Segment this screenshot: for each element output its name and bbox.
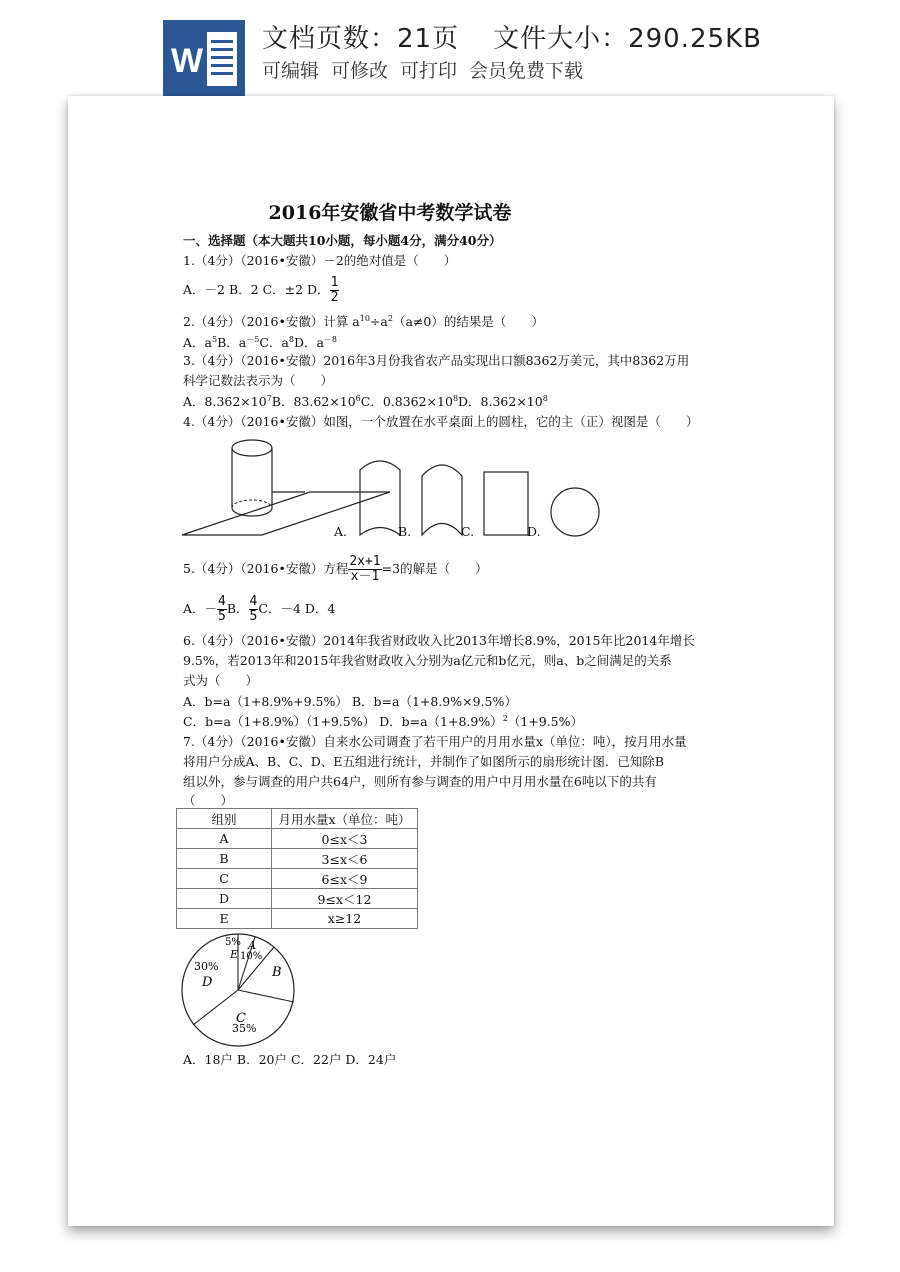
question-3-line1: 3.（4分）（2016•安徽）2016年3月份我省农产品实现出口额8362万美元，其中8362万用: [183, 353, 690, 368]
page-count: 文档页数：21页: [262, 24, 460, 54]
question-7-line1: 7.（4分）（2016•安徽）自来水公司调查了若干用户的月用水量x（单位：吨），按月用水量: [183, 734, 687, 749]
question-6-line3: 式为（ ）: [183, 673, 259, 688]
pie-label-d: D: [202, 975, 213, 990]
question-6-line1: 6.（4分）（2016•安徽）2014年我省财政收入比2013年增长8.9%，2015年比2014年增长: [183, 633, 695, 648]
question-6-options-cd: C．b=a（1+8.9%）（1+9.5%） D．$b=a(1+8.9\%)^2(1+9.5\%)$: [183, 713, 583, 729]
question-6-options-ab: A．b=a（1+8.9%+9.5%） B．b=a（1+8.9%×9.5%）: [183, 694, 517, 709]
download-banner: [0, 0, 900, 100]
question-3-options: A．$8.362\times 10^7B$．$83.62\times 10^6C$．$0.8362\times 10^8D$．$8.362\times 10^8$: [183, 393, 548, 409]
question-2-stem: 2.（4分）（2016•安徽）计算 $a^{10}\div a^2(a\ne 0)$的结果是（ ）: [183, 313, 544, 329]
question-7-options: A．18户 B．20户 C．22户 D．24户: [183, 1052, 397, 1067]
file-size: 文件大小：290.25KB: [493, 24, 762, 54]
table-plane: [182, 492, 390, 535]
pie-label-c: C: [236, 1011, 246, 1026]
question-6-line2: 9.5%，若2013年和2015年我省财政收入分别为a亿元和b亿元，则a、b之间满足的关系: [183, 653, 672, 668]
svg-text:W: W: [171, 42, 204, 80]
option-c-shape: [484, 472, 528, 535]
question-4-stem: 4.（4分）（2016•安徽）如图，一个放置在水平桌面上的圆柱，它的主（正）视图是（ ）: [183, 414, 699, 429]
file-info: [262, 18, 762, 55]
pie-label-a-pct: 5%: [225, 937, 241, 948]
table-row: D 9≤x＜12: [177, 889, 418, 909]
question-2-options: A．$a^5B$．$a^{-5}C$．$a^8D$．$a^{-8}$: [183, 334, 338, 350]
fraction: $\frac{4}{5}$: [249, 594, 258, 624]
question-7-line4: （ ）: [183, 793, 234, 808]
table-header-cell: 月用水量x（单位：吨）: [272, 809, 418, 829]
table-header-row: [177, 809, 418, 829]
question-7-line2: 将用户分成A、B、C、D、E五组进行统计，并制作了如图所示的扇形统计图．已知除B: [183, 754, 665, 769]
table-header-cell: 组别: [177, 809, 272, 829]
pie-label-b: B: [272, 965, 282, 980]
water-usage-table: [176, 808, 418, 929]
section-heading: 一、选择题（本大题共10小题，每小题4分，满分40分）: [183, 233, 502, 248]
feature-modifiable: 可修改: [331, 60, 389, 82]
pie-chart: [180, 932, 298, 1050]
pie-label-e: E: [230, 948, 239, 961]
table-row: E x≥12: [177, 909, 418, 929]
feature-member-download[interactable]: 会员免费下载: [469, 60, 584, 82]
table-row: B 3≤x＜6: [177, 849, 418, 869]
option-b-label: B.: [398, 524, 412, 539]
question-1-options: A．－2 B．2 C．±2 D． $\frac{1}{2}$: [183, 275, 339, 305]
question-3-line2: 科学记数法表示为（ ）: [183, 373, 334, 388]
pie-divider: [238, 990, 294, 1002]
table-row: A 0≤x＜3: [177, 829, 418, 849]
option-d-shape: [551, 488, 599, 536]
option-a-label: A.: [334, 524, 348, 539]
option-b-shape: [422, 465, 462, 535]
fraction: $\frac{1}{2}$: [330, 275, 339, 305]
pie-divider: [193, 990, 238, 1025]
option-d-label: D.: [527, 524, 541, 539]
fraction: $\frac{2x+1}{x-1}$: [349, 554, 381, 584]
option-a-shape: [360, 461, 400, 535]
feature-printable: 可打印: [400, 60, 458, 82]
question-1-stem: 1.（4分）（2016•安徽）－2的绝对值是（ ）: [183, 253, 457, 268]
cylinder-top: [232, 440, 272, 456]
feature-list: [262, 56, 595, 83]
question-5-options: A．－ $\frac{4}{5}$ B． $\frac{4}{5}$ C．－4 D．4: [183, 594, 336, 624]
pie-label-a: A: [248, 939, 256, 952]
fraction: $\frac{4}{5}$: [218, 594, 226, 624]
pie-label-d-pct: 30%: [194, 960, 219, 973]
word-document-icon: [163, 20, 245, 96]
option-c-label: C.: [461, 524, 475, 539]
question-5-stem: 5.（4分）（2016•安徽）方程 $\frac{2x+1}{x-1}$ =3的解是（ ）: [183, 554, 488, 584]
feature-editable: 可编辑: [262, 60, 320, 82]
table-row: C 6≤x＜9: [177, 869, 418, 889]
question-7-line3: 组以外，参与调查的用户共64户，则所有参与调查的用户中月用水量在6吨以下的共有: [183, 774, 657, 789]
pie-label-c-pct: 35%: [232, 1022, 257, 1035]
document-title: 2016年安徽省中考数学试卷: [268, 202, 512, 224]
pie-label-e-pct: 10%: [240, 951, 263, 962]
